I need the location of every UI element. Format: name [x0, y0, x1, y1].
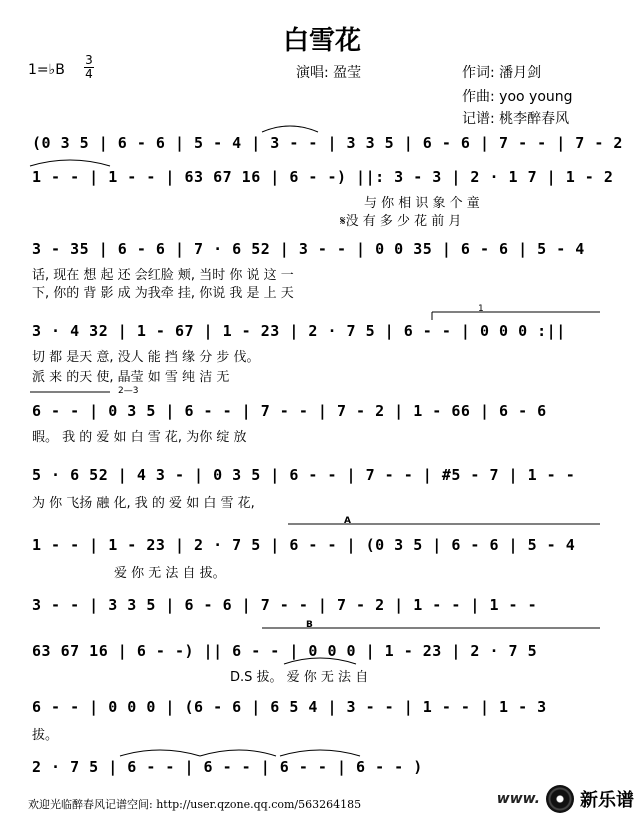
slur-line-9 — [284, 658, 356, 664]
lyric-line-2b: 𝄋没 有 多 少 花 前 月 — [340, 214, 462, 229]
record-disc-icon — [546, 785, 574, 813]
notation-line-2: 1 - - | 1 - - | 63 67 16 | 6 - -) ||: 3 - 3 | 2 · 1 7 | 1 - 2 — [32, 168, 614, 186]
notation-line-3: 3 - 35 | 6 - 6 | 7 · 6 52 | 3 - - | 0 0 35 | 6 - 6 | 5 - 4 — [32, 240, 585, 258]
notation-line-11: 2 · 7 5 | 6 - - | 6 - - | 6 - - | 6 - - ) — [32, 758, 423, 776]
singer-credit: 演唱: 盈莹 — [296, 65, 362, 81]
lyric-line-4a: 切 都 是天 意, 没人 能 挡 缘 分 步 伐。 — [32, 350, 260, 365]
lyric-line-9a: D.S 拔。 爱 你 无 法 自 — [230, 670, 369, 685]
time-signature-top: 3 — [85, 53, 93, 67]
lyric-line-10a: 拔。 — [32, 728, 59, 743]
slur-line-11a — [120, 750, 200, 756]
lyric-line-3b: 下, 你的 背 影 成 为我牵 挂, 你说 我 是 上 天 — [32, 286, 294, 301]
section-b-label: B — [306, 620, 313, 630]
slur-line-11c — [280, 750, 360, 756]
lyric-line-4b: 派 来 的天 使, 晶莹 如 雪 纯 洁 无 — [32, 370, 230, 385]
notation-line-5: 6 - - | 0 3 5 | 6 - - | 7 - - | 7 - 2 | 1 - 66 | 6 - 6 — [32, 402, 547, 420]
composer-credit: 作曲: yoo young — [462, 89, 573, 105]
notation-line-4: 3 · 4 32 | 1 - 67 | 1 - 23 | 2 · 7 5 | 6 - - | 0 0 0 :|| — [32, 322, 566, 340]
notation-line-6: 5 · 6 52 | 4 3 - | 0 3 5 | 6 - - | 7 - - | #5 - 7 | 1 - - — [32, 466, 576, 484]
logo-brand: 新乐谱 — [580, 790, 634, 811]
lyric-line-2a: 与 你 相 识 象 个 童 — [364, 196, 480, 211]
footer-url: 欢迎光临醉春风记谱空间: http://user.qzone.qq.com/563264185 — [28, 798, 362, 811]
lyric-line-6a: 为 你 飞扬 融 化, 我 的 爱 如 白 雪 花, — [32, 496, 255, 511]
section-a-label: A — [344, 516, 351, 526]
slur-line-2 — [30, 160, 110, 166]
volta-1-label: 1 — [478, 304, 484, 314]
notation-line-1: (0 3 5 | 6 - 6 | 5 - 4 | 3 - - | 3 3 5 | 6 - 6 | 7 - - | 7 - 2 — [32, 134, 623, 152]
key-signature: 1=♭B — [28, 62, 65, 78]
notation-line-7: 1 - - | 1 - 23 | 2 · 7 5 | 6 - - | (0 3 5 | 6 - 6 | 5 - 4 — [32, 536, 576, 554]
notation-line-8: 3 - - | 3 3 5 | 6 - 6 | 7 - - | 7 - 2 | 1 - - | 1 - - — [32, 596, 538, 614]
song-title: 白雪花 — [282, 26, 361, 56]
slur-line-11b — [200, 750, 276, 756]
lyricist-credit: 作词: 潘月剑 — [462, 65, 542, 81]
notation-line-10: 6 - - | 0 0 0 | (6 - 6 | 6 5 4 | 3 - - | 1 - - | 1 - 3 — [32, 698, 547, 716]
slur-line-1 — [262, 126, 318, 132]
volta-23-label: 2—3 — [118, 386, 139, 396]
notation-line-9: 63 67 16 | 6 - -) || 6 - - | 0 0 0 | 1 - 23 | 2 · 7 5 — [32, 642, 538, 660]
lyric-line-3a: 话, 现在 想 起 还 会红脸 颊, 当时 你 说 这 一 — [32, 268, 294, 283]
time-signature-bottom: 4 — [85, 67, 93, 81]
transcriber-credit: 记谱: 桃李醉春风 — [462, 111, 570, 127]
lyric-line-7a: 爱 你 无 法 自 拔。 — [114, 566, 226, 581]
lyric-line-5a: 暇。 我 的 爱 如 白 雪 花, 为你 绽 放 — [32, 430, 247, 445]
site-logo — [497, 784, 634, 814]
logo-www: www. — [496, 791, 540, 807]
